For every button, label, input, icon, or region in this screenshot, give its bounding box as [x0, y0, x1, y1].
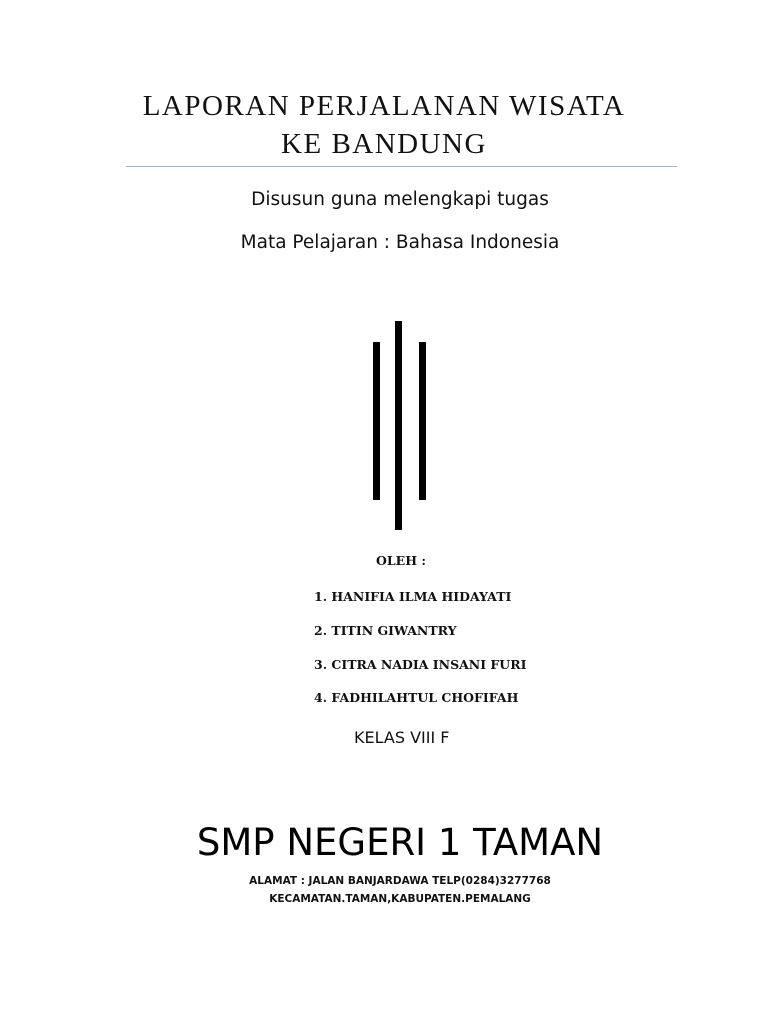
author-item: 3. CITRA NADIA INSANI FURI [314, 657, 527, 672]
report-title-line-1: LAPORAN PERJALANAN WISATA [142, 90, 626, 122]
subtitle-line-2: Mata Pelajaran : Bahasa Indonesia [240, 232, 560, 253]
title-divider [126, 166, 677, 167]
author-item: 1. HANIFIA ILMA HIDAYATI [314, 589, 512, 604]
author-item: 2. TITIN GIWANTRY [314, 623, 457, 638]
school-name: SMP NEGERI 1 TAMAN [196, 821, 604, 864]
school-address-line-1: ALAMAT : JALAN BANJARDAWA TELP(0284)3277768 [249, 875, 551, 887]
subtitle-line-1: Disusun guna melengkapi tugas [251, 189, 549, 210]
school-address-line-2: KECAMATAN.TAMAN,KABUPATEN.PEMALANG [269, 893, 531, 905]
authors-heading: OLEH : [376, 553, 426, 568]
class-label: KELAS VIII F [354, 728, 450, 747]
author-item: 4. FADHILAHTUL CHOFIFAH [314, 690, 519, 705]
report-title-line-2: KE BANDUNG [281, 128, 487, 160]
decorative-bar-right [419, 342, 426, 500]
decorative-bar-center [395, 321, 402, 530]
decorative-bar-left [373, 342, 380, 500]
